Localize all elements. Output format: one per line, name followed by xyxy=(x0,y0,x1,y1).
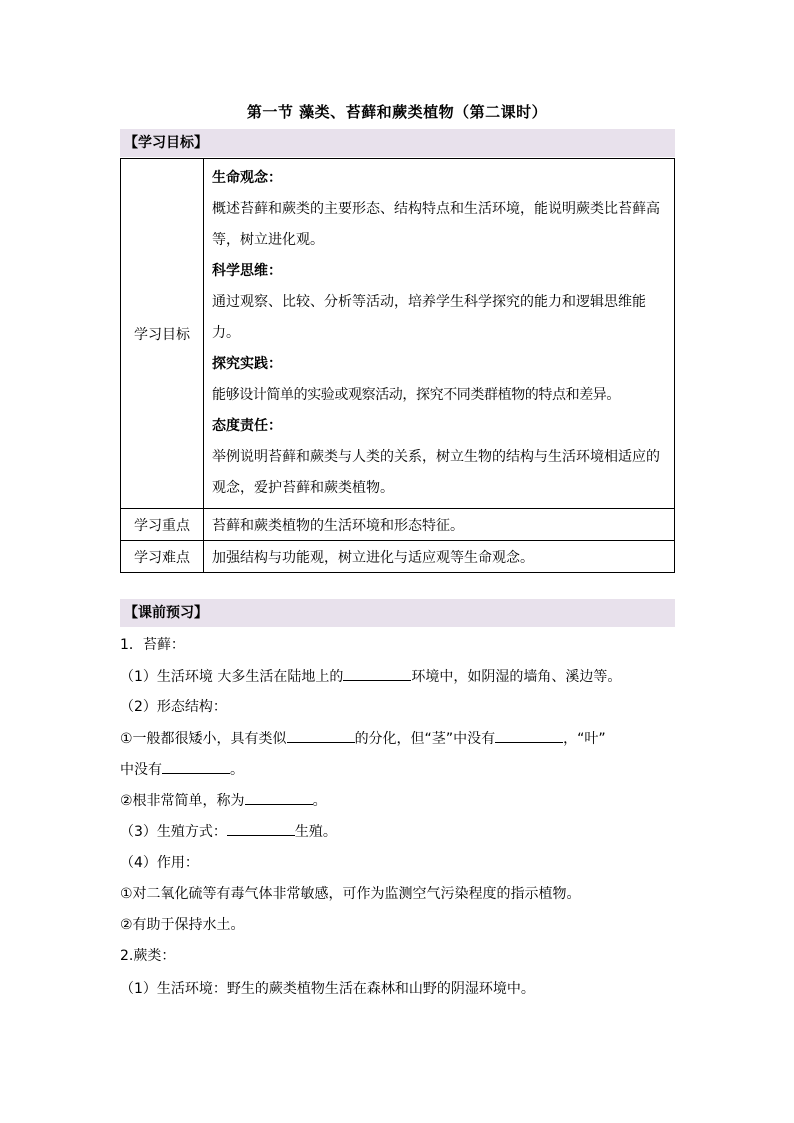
fill-blank[interactable] xyxy=(495,728,563,743)
preview-line: （1）生活环境：野生的蕨类植物生活在森林和山野的阴湿环境中。 xyxy=(120,981,535,997)
table-row xyxy=(121,159,675,509)
key-points-label: 学习重点 xyxy=(121,509,204,541)
fill-blank[interactable] xyxy=(287,728,355,743)
goal-text: 能够设计简单的实验或观察活动，探究不同类群植物的特点和差异。 xyxy=(212,387,620,403)
preview-text: ，“叶” xyxy=(563,731,606,747)
preview-text: 环境中，如阴湿的墙角、溪边等。 xyxy=(411,669,622,685)
goals-section-header: 【学习目标】 xyxy=(120,129,675,157)
preview-line: 2.蕨类： xyxy=(120,948,176,964)
preview-text: ②根非常简单，称为 xyxy=(120,793,245,809)
fill-blank[interactable] xyxy=(245,790,313,805)
preview-text: 中没有 xyxy=(120,762,162,778)
preview-line xyxy=(120,728,680,749)
fill-blank[interactable] xyxy=(162,759,230,774)
preview-text: （1）生活环境 大多生活在陆地上的 xyxy=(120,669,344,685)
preview-text: 的分化，但“茎”中没有 xyxy=(354,731,496,747)
preview-section-header: 【课前预习】 xyxy=(120,599,675,627)
preview-line xyxy=(120,666,680,687)
goal-heading: 科学思维： xyxy=(212,263,282,279)
goal-text: 举例说明苔藓和蕨类与人类的关系，树立生物的结构与生活环境相适应的观念，爱护苔藓和蕨类植物。 xyxy=(212,449,660,496)
goal-heading: 态度责任： xyxy=(212,418,282,434)
preview-text: 生殖。 xyxy=(294,824,337,840)
goal-heading: 探究实践： xyxy=(212,356,282,372)
preview-line xyxy=(120,821,680,842)
goals-content xyxy=(204,159,675,509)
preview-line: （4）作用： xyxy=(120,855,199,871)
preview-text: ①一般都很矮小，具有类似 xyxy=(120,731,287,747)
preview-line: 1．苔藓： xyxy=(120,637,185,653)
preview-line xyxy=(120,790,680,811)
fill-blank[interactable] xyxy=(227,821,295,836)
table-row xyxy=(121,541,675,573)
preview-line: ②有助于保持水土。 xyxy=(120,917,245,933)
preview-text: 。 xyxy=(230,762,244,778)
page-title: 第一节 藻类、苔藓和蕨类植物（第二课时） xyxy=(246,103,548,121)
difficulties-text: 加强结构与功能观，树立进化与适应观等生命观念。 xyxy=(204,541,675,573)
preview-line: ①对二氧化硫等有毒气体非常敏感，可作为监测空气污染程度的指示植物。 xyxy=(120,886,581,902)
table-row xyxy=(121,509,675,541)
goals-label: 学习目标 xyxy=(121,159,204,509)
goal-text: 概述苔藓和蕨类的主要形态、结构特点和生活环境，能说明蕨类比苔藓高等，树立进化观。 xyxy=(212,201,660,248)
goals-table xyxy=(120,158,675,573)
preview-text: （3）生殖方式： xyxy=(120,824,227,840)
goal-text: 通过观察、比较、分析等活动，培养学生科学探究的能力和逻辑思维能力。 xyxy=(212,294,646,341)
preview-text: 。 xyxy=(312,793,327,809)
fill-blank[interactable] xyxy=(343,666,411,681)
preview-line xyxy=(120,759,680,780)
preview-line: （2）形态结构： xyxy=(120,699,227,715)
key-points-text: 苔藓和蕨类植物的生活环境和形态特征。 xyxy=(204,509,675,541)
difficulties-label: 学习难点 xyxy=(121,541,204,573)
goal-heading: 生命观念： xyxy=(212,170,282,186)
